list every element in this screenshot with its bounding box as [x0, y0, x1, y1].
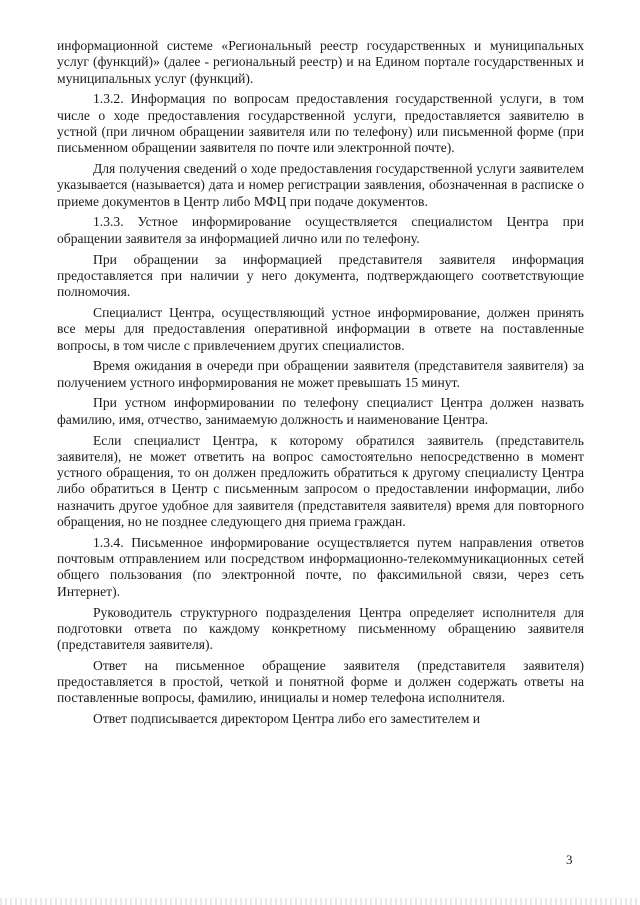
- paragraph-1-3-4: 1.3.4. Письменное информирование осуществляется путем направления ответов почтовым отправлением или посредством информационно-телекоммуникационных сетей общего пользования (по электронной почте, по факсимильной связи, через сеть Интернет).: [57, 534, 584, 599]
- paragraph-head-assigns: Руководитель структурного подразделения Центра определяет исполнителя для подготовки ответа по каждому конкретному письменному обращению заявителя (представителя заявителя).: [57, 604, 584, 653]
- document-body: [57, 38, 584, 732]
- paragraph-status-info: Для получения сведений о ходе предоставления государственной услуги заявителем указывается (называется) дата и номер регистрации заявления, обозначенная в расписке о приеме документов в Центр либо МФЦ при подаче документов.: [57, 161, 584, 209]
- paragraph-answer-signed: Ответ подписывается директором Центра либо его заместителем и: [93, 711, 481, 727]
- paragraph-waiting-time: Время ожидания в очереди при обращении заявителя (представителя заявителя) за получением устного информирования не может превышать 15 минут.: [57, 358, 584, 390]
- paragraph-specialist-measures: Специалист Центра, осуществляющий устное информирование, должен принять все меры для предоставления оперативной информации в ответе на поставленные вопросы, в том числе с привлечением других специалистов.: [57, 304, 584, 353]
- paragraph-registry-continuation: информационной системе «Региональный реестр государственных и муниципальных услуг (функций)» (далее - региональный реестр) и на Едином портале государственных и муниципальных услуг (функций).: [57, 38, 584, 86]
- paragraph-answer-form: Ответ на письменное обращение заявителя (представителя заявителя) предоставляется в простой, четкой и понятной форме и должен содержать ответы на поставленные вопросы, фамилию, инициалы и номер телефона исполнителя.: [57, 657, 584, 706]
- paragraph-1-3-3: 1.3.3. Устное информирование осуществляется специалистом Центра при обращении заявителя за информацией лично или по телефону.: [57, 214, 584, 246]
- scan-edge-artifact: [0, 898, 640, 905]
- paragraph-redirect: Если специалист Центра, к которому обратился заявитель (представитель заявителя), не может ответить на вопрос самостоятельно непосредственно в момент устного обращения, то он должен предложить обратиться к другому специалисту Центра либо обратиться в Центр с письменным запросом о предоставлении информации, либо назначить другое удобное для заявителя (представителя заявителя) время для повторного обращения, но не позднее следующего дня приема граждан.: [57, 432, 584, 530]
- paragraph-1-3-2: 1.3.2. Информация по вопросам предоставления государственной услуги, в том числе о ходе предоставления государственной услуги, предоставляется заявителю в устной (при личном обращении заявителя или по телефону) или письменной форме (при письменном обращении заявителя по почте или электронной почте).: [57, 91, 584, 156]
- page-number: 3: [566, 852, 573, 867]
- paragraph-representative: При обращении за информацией представителя заявителя информация предоставляется при наличии у него документа, подтверждающего соответствующие полномочия.: [57, 251, 584, 300]
- paragraph-phone-info: При устном информировании по телефону специалист Центра должен назвать фамилию, имя, отчество, занимаемую должность и наименование Центра.: [57, 395, 584, 427]
